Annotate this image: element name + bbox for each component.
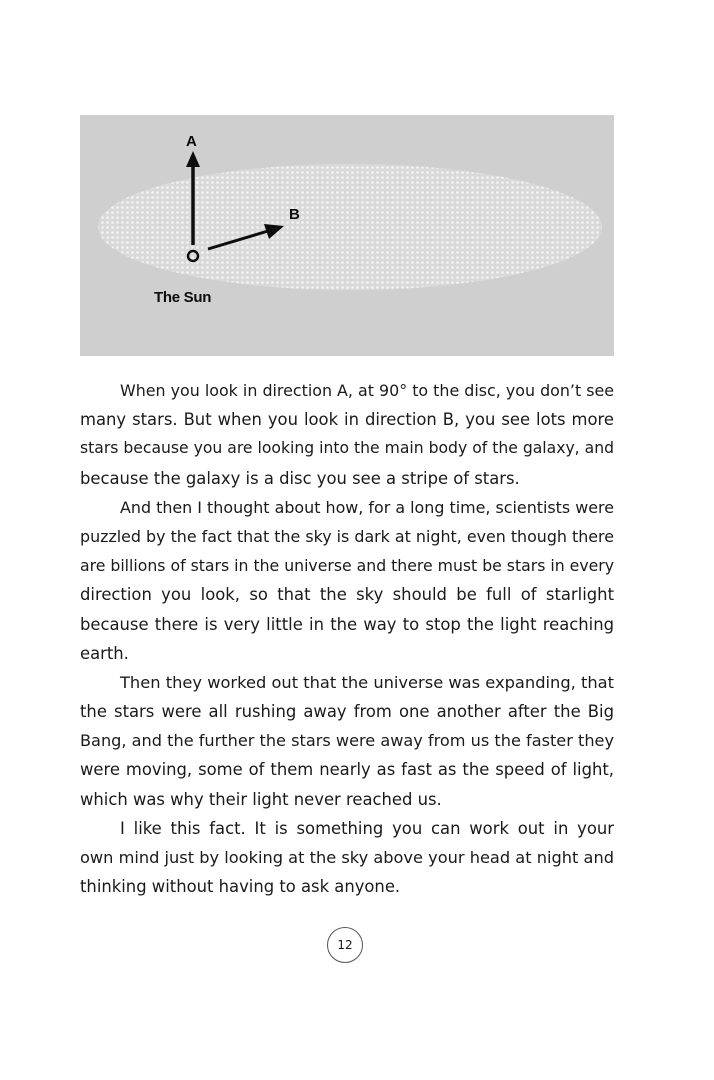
page-number — [327, 927, 363, 963]
paragraph — [80, 814, 614, 902]
paragraph — [80, 668, 614, 814]
text-line: thinking without having to ask anyone. — [80, 877, 401, 897]
text-line: which was why their light never reached us. — [80, 789, 442, 809]
page-number-text: 12 — [337, 938, 353, 952]
text-line: are billions of stars in the universe and there must be stars in every — [80, 556, 614, 576]
body-text — [80, 376, 614, 901]
sun-label: The Sun — [154, 289, 212, 306]
text-line: I like this fact. It is something you can work out in your — [120, 818, 614, 838]
text-line: Then they worked out that the universe was expanding, that — [120, 672, 614, 692]
text-line: stars because you are looking into the main body of the galaxy, and — [80, 439, 614, 458]
text-line: Bang, and the further the stars were away from us the faster they — [80, 731, 614, 751]
text-line: were moving, some of them nearly as fast as the speed of light, — [80, 760, 614, 780]
direction-a-label: A — [186, 133, 197, 150]
text-line: earth. — [80, 643, 129, 663]
direction-b-label: B — [289, 206, 300, 223]
paragraph — [80, 493, 614, 668]
text-line: the stars were all rushing away from one another after the Big — [80, 702, 614, 722]
text-line: When you look in direction A, at 90° to the disc, you don’t see — [120, 381, 614, 400]
galaxy-disc — [98, 164, 602, 290]
arrow-a-head — [186, 151, 200, 167]
galaxy-diagram-graphic — [80, 115, 614, 356]
text-line: because the galaxy is a disc you see a stripe of stars. — [80, 468, 520, 488]
text-line: puzzled by the fact that the sky is dark at night, even though there — [80, 526, 614, 546]
paragraph — [80, 376, 614, 493]
galaxy-diagram — [80, 115, 614, 356]
text-line: And then I thought about how, for a long time, scientists were — [120, 497, 614, 517]
text-line: own mind just by looking at the sky above your head at night and — [80, 848, 614, 867]
text-line: many stars. But when you look in direction B, you see lots more — [80, 410, 614, 430]
text-line: because there is very little in the way to stop the light reaching — [80, 614, 614, 634]
text-line: direction you look, so that the sky should be full of starlight — [80, 585, 614, 605]
